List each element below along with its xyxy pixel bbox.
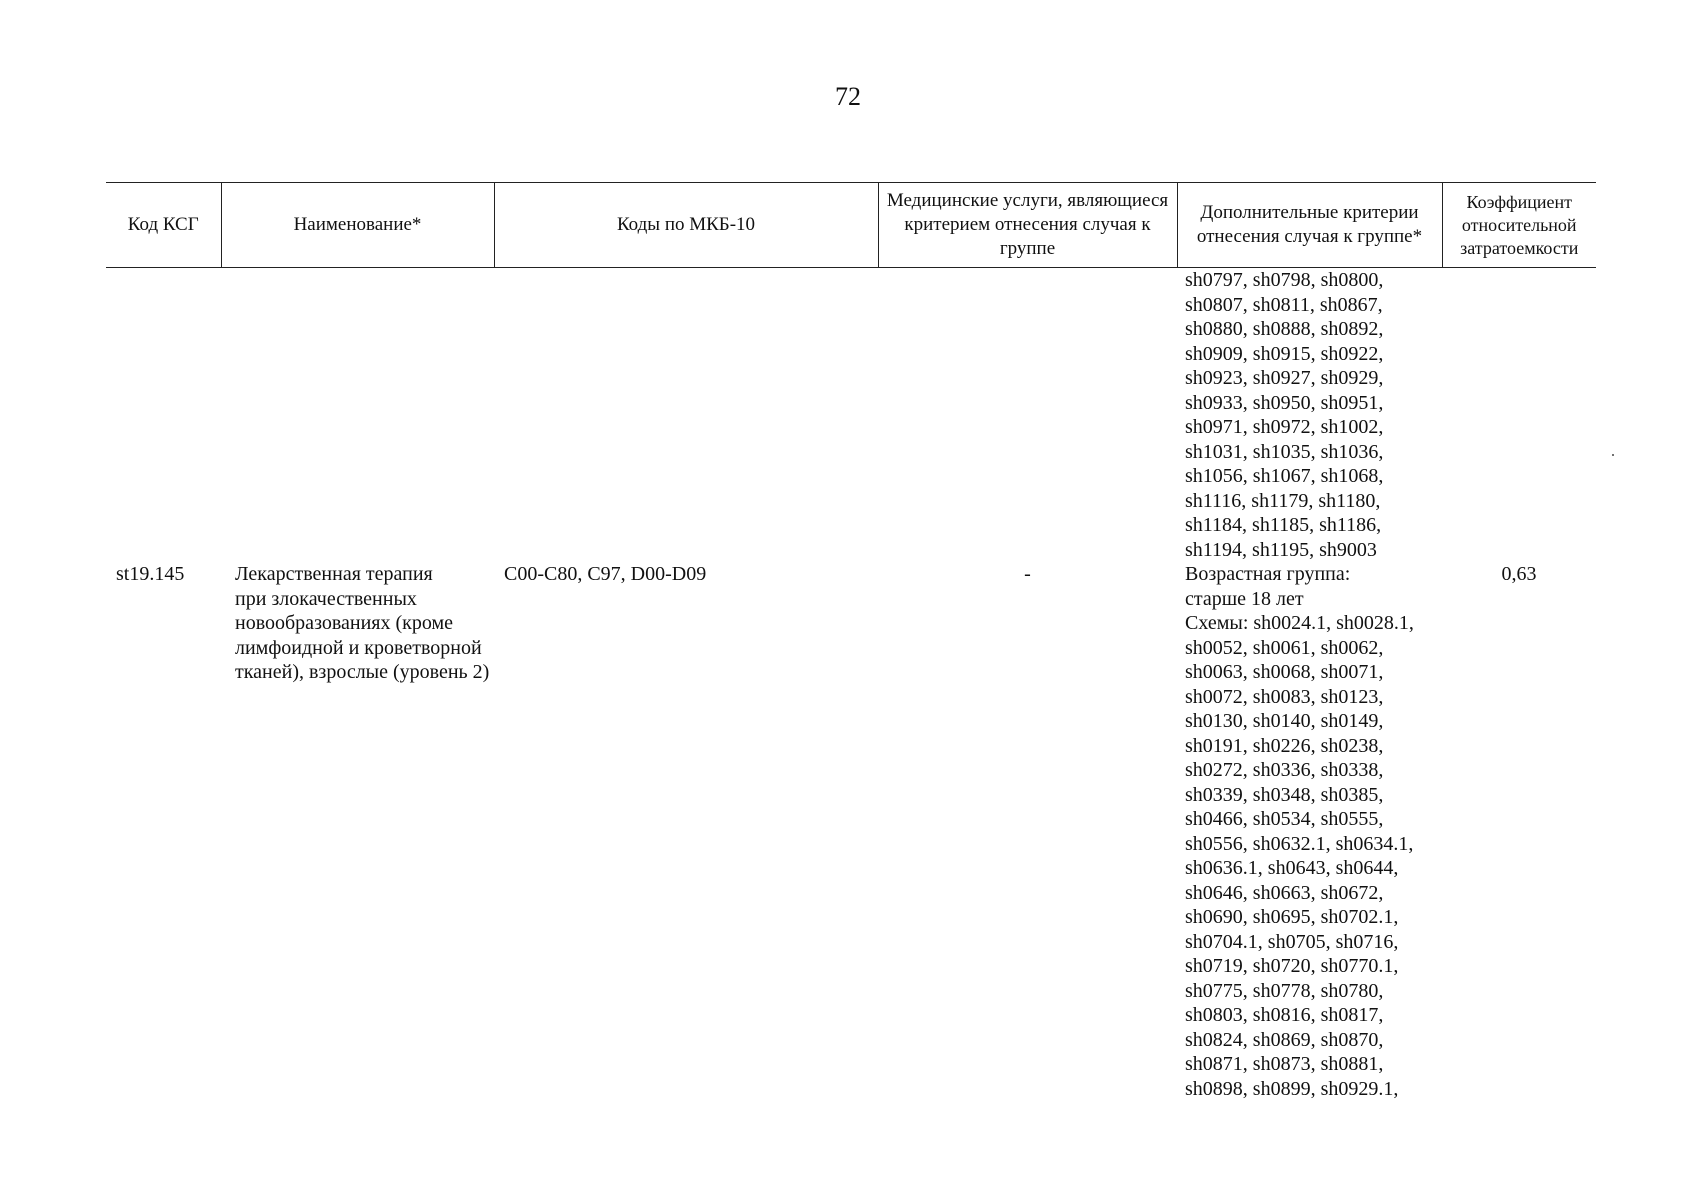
criteria-line: Схемы: sh0024.1, sh0028.1, (1185, 612, 1414, 634)
table-row (106, 562, 1596, 1101)
criteria-list (1185, 562, 1442, 1101)
criteria-line: sh0690, sh0695, sh0702.1, (1185, 906, 1399, 928)
criteria-line: sh0824, sh0869, sh0870, (1185, 1028, 1384, 1051)
criteria-line: sh0130, sh0140, sh0149, (1185, 710, 1384, 732)
ksg-name (235, 562, 494, 685)
name-line: лимфоидной и кроветворной (235, 636, 482, 659)
ksg-code: st19.145 (116, 563, 185, 585)
criteria-line: sh0191, sh0226, sh0238, (1185, 734, 1384, 757)
criteria-line: Возрастная группа: (1185, 563, 1351, 585)
criteria-line: sh1056, sh1067, sh1068, (1185, 465, 1384, 487)
header-mkb: Коды по МКБ-10 (494, 183, 878, 268)
criteria-line: sh0556, sh0632.1, sh0634.1, (1185, 832, 1414, 855)
criteria-line: sh1194, sh1195, sh9003 (1185, 538, 1377, 561)
criteria-line: sh0775, sh0778, sh0780, (1185, 979, 1384, 1002)
criteria-line: sh0052, sh0061, sh0062, (1185, 636, 1384, 659)
criteria-line: sh0339, sh0348, sh0385, (1185, 783, 1384, 806)
criteria-cell (1177, 562, 1442, 1101)
scan-speck (1612, 454, 1614, 456)
header-code: Код КСГ (106, 183, 221, 268)
criteria-line: sh0063, sh0068, sh0071, (1185, 661, 1384, 683)
continuation-row (106, 268, 1596, 563)
criteria-line: sh0636.1, sh0643, sh0644, (1185, 857, 1399, 879)
name-line: Лекарственная терапия (235, 563, 433, 585)
criteria-line: sh0933, sh0950, sh0951, (1185, 391, 1384, 414)
mkb-codes: C00-C80, C97, D00-D09 (504, 563, 707, 585)
ksg-name-cell (221, 562, 494, 1101)
medical-services: - (1024, 563, 1031, 585)
header-services: Медицинские услуги, являющиеся критерием отнесения случая к группе (878, 183, 1177, 268)
criteria-line: sh0704.1, sh0705, sh0716, (1185, 930, 1399, 953)
continuation-criteria-cell (1177, 268, 1442, 563)
criteria-line: sh1116, sh1179, sh1180, (1185, 489, 1381, 512)
header-coefficient: Коэффициент относительной затратоемкости (1442, 183, 1596, 268)
criteria-line: sh0880, sh0888, sh0892, (1185, 318, 1384, 340)
criteria-line: sh0807, sh0811, sh0867, (1185, 293, 1383, 316)
criteria-line: sh0909, sh0915, sh0922, (1185, 342, 1384, 365)
criteria-line: sh0072, sh0083, sh0123, (1185, 685, 1384, 708)
criteria-line: sh0466, sh0534, sh0555, (1185, 808, 1384, 830)
criteria-line: sh0923, sh0927, sh0929, (1185, 367, 1384, 389)
criteria-line: sh0646, sh0663, sh0672, (1185, 881, 1384, 904)
criteria-line: sh1184, sh1185, sh1186, (1185, 514, 1382, 536)
criteria-line: старше 18 лет (1185, 587, 1304, 610)
table-header-row (106, 183, 1596, 268)
name-line: тканей), взрослые (уровень 2) (235, 661, 490, 683)
header-criteria: Дополнительные критерии отнесения случая к группе* (1177, 183, 1442, 268)
ksg-table (106, 182, 1596, 1101)
criteria-line: sh1031, sh1035, sh1036, (1185, 440, 1384, 463)
criteria-line: sh0898, sh0899, sh0929.1, (1185, 1077, 1399, 1100)
criteria-line: sh0871, sh0873, sh0881, (1185, 1053, 1384, 1075)
continuation-criteria-list (1185, 268, 1442, 562)
criteria-line: sh0803, sh0816, sh0817, (1185, 1004, 1384, 1026)
criteria-line: sh0272, sh0336, sh0338, (1185, 759, 1384, 781)
name-line: при злокачественных (235, 587, 417, 610)
coefficient-value: 0,63 (1501, 563, 1537, 585)
name-line: новообразованиях (кроме (235, 612, 454, 634)
criteria-line: sh0971, sh0972, sh1002, (1185, 416, 1384, 438)
criteria-line: sh0797, sh0798, sh0800, (1185, 269, 1384, 291)
criteria-line: sh0719, sh0720, sh0770.1, (1185, 955, 1399, 977)
page-number: 72 (835, 82, 861, 111)
header-name: Наименование* (221, 183, 494, 268)
